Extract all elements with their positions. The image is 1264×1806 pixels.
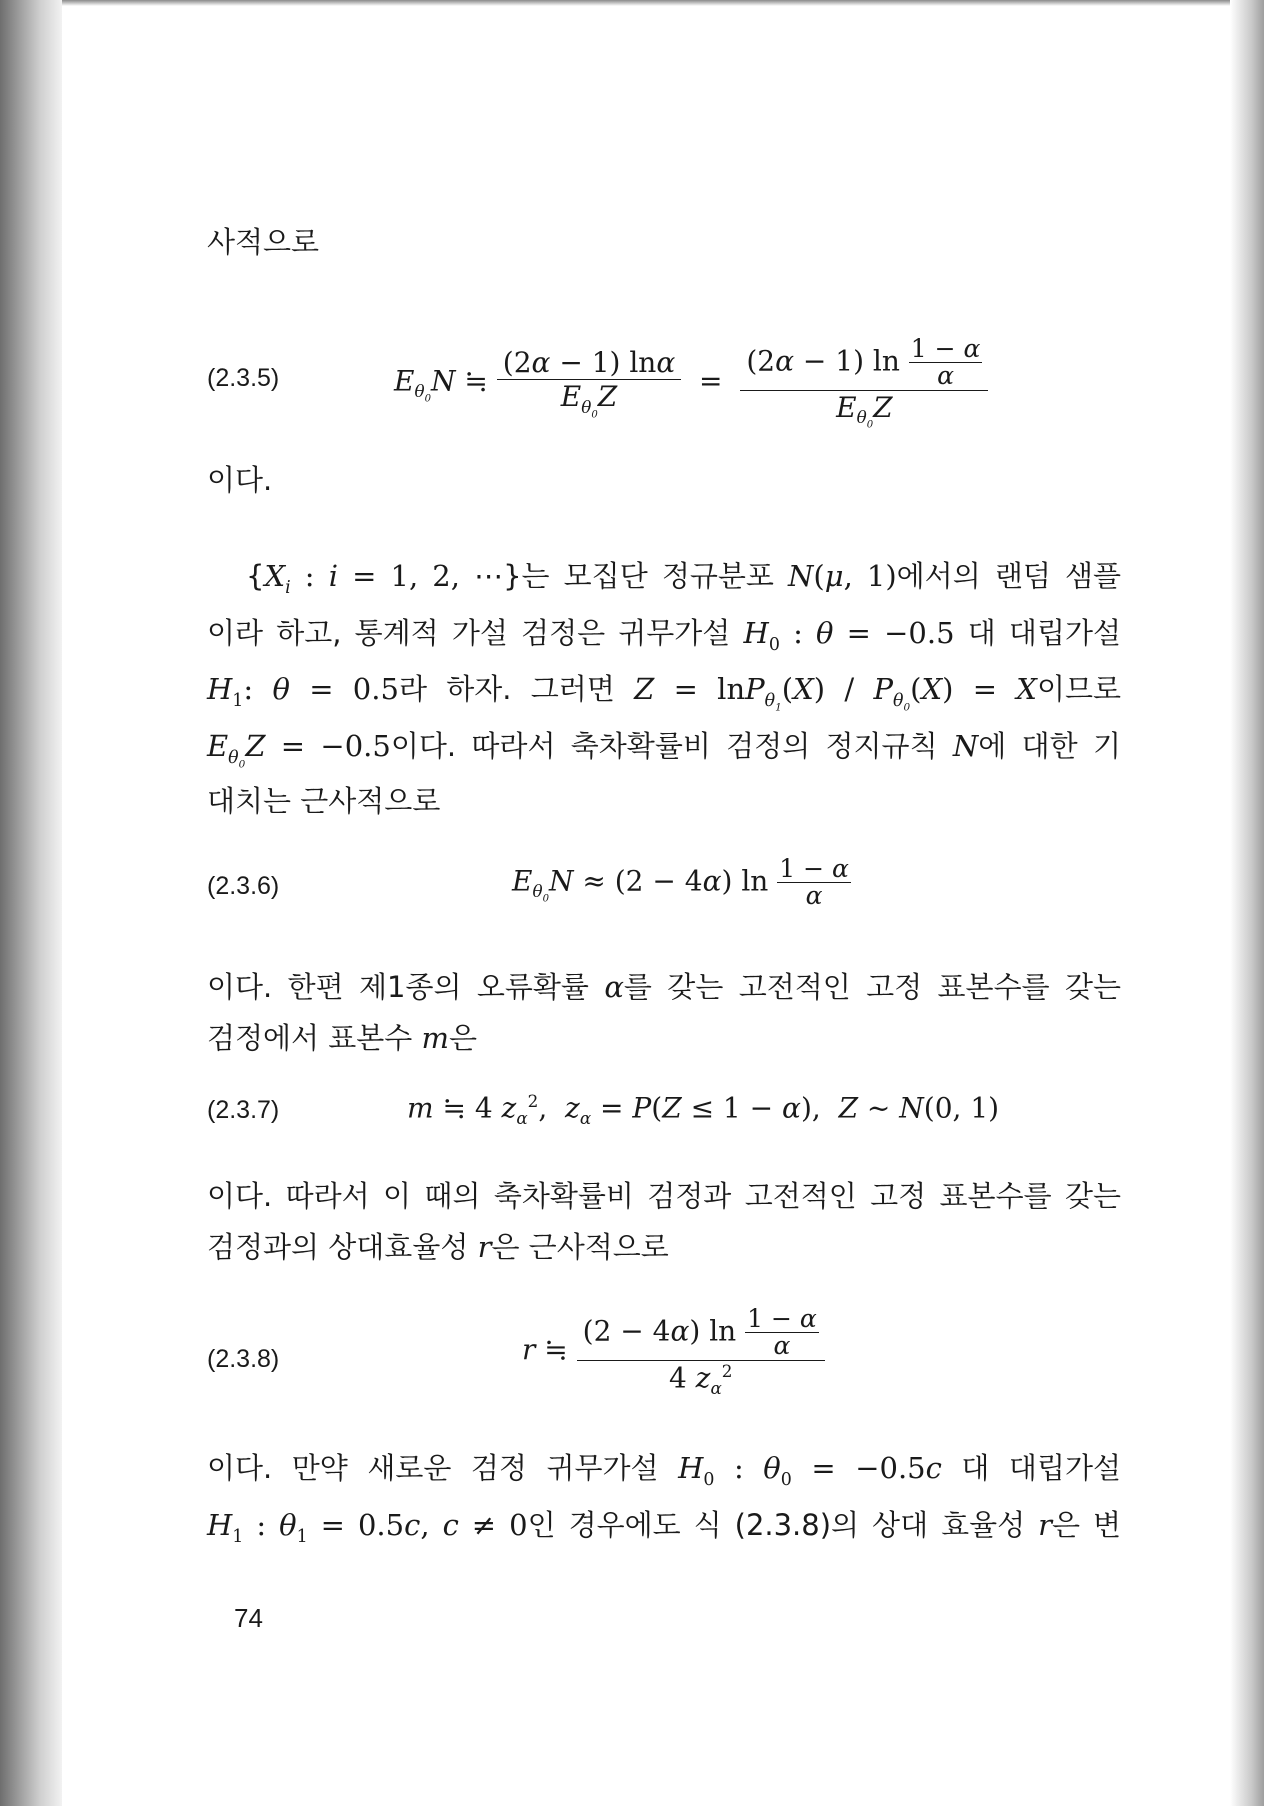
paragraph-line: 검정과의 상대효율성 r은 근사적으로 xyxy=(207,1230,669,1264)
book-page xyxy=(62,6,1230,1806)
paragraph-line: 이다. 한편 제1종의 오류확률 α를 갖는 고전적인 고정 표본수를 갖는 xyxy=(207,970,1121,1004)
paragraph-line: 검정에서 표본수 m은 xyxy=(207,1021,478,1055)
paragraph-line: 이다. xyxy=(207,463,273,497)
paragraph-line: 이다. 만약 새로운 검정 귀무가설 $H_0$ : $\theta_0 = -0.5c$ 대 대립가설 xyxy=(207,1451,1121,1490)
paragraph-line: 사적으로 xyxy=(207,225,320,259)
fraction: $\frac{(2\alpha - 1) \ln\alpha}{E_{\theta_0}Z}$ xyxy=(497,346,681,420)
paragraph-line: {$X_i$ : i = 1, 2, ⋯}는 모집단 정규분포 N(μ, 1)에서의 랜덤 샘플 xyxy=(246,559,1122,598)
equation-2-3-8: r ≒ (2 − 4α) ln $\frac{1 - \alpha}{\alpha}$ 4 $z_\alpha^2$ xyxy=(522,1306,825,1397)
page-right-edge xyxy=(1230,0,1264,1806)
equation-number: (2.3.5) xyxy=(207,364,280,392)
equation-number: (2.3.6) xyxy=(207,872,280,900)
paragraph-line: 이라 하고, 통계적 가설 검정은 귀무가설 $H_0$ : θ = −0.5 대 대립가설 xyxy=(207,616,1121,655)
equation-number: (2.3.8) xyxy=(207,1345,280,1373)
equation-2-3-7: m ≒ 4 $z_\alpha^2$, $z_\alpha = P(Z \le 1 - \alpha)$, Z ~ N(0, 1) xyxy=(407,1091,1000,1128)
equation-2-3-6: $E_{\theta_0}N \approx (2 - 4\alpha)$ ln $\frac{1 - \alpha}{\alpha}$ xyxy=(512,854,849,911)
book-spine-shadow xyxy=(0,0,62,1806)
paragraph-line: $E_{\theta_0}Z = -0.5$이다. 따라서 축차확률비 검정의 정지규칙 N에 대한 기 xyxy=(207,729,1121,771)
equation-number: (2.3.7) xyxy=(207,1096,280,1124)
fraction: (2 − 4α) ln $\frac{1 - \alpha}{\alpha}$ 4 $z_\alpha^2$ xyxy=(577,1306,825,1397)
page-number: 74 xyxy=(234,1603,263,1633)
equation-2-3-5: $E_{\theta_0}N$ ≒ $\frac{(2\alpha - 1) \ln\alpha}{E_{\theta_0}Z}$ = (2α − 1) ln $\frac{1 - \alpha}{\alpha}$ $E_{\theta_0}Z$ xyxy=(394,336,988,430)
paragraph-line: 대치는 근사적으로 xyxy=(207,784,441,818)
paragraph-line: $H_1$: θ = 0.5라 하자. 그러면 $Z = \ln P_{\theta_1}(X) / P_{\theta_0}(X) = X$이므로 xyxy=(207,672,1121,714)
fraction: (2α − 1) ln $\frac{1 - \alpha}{\alpha}$ $E_{\theta_0}Z$ xyxy=(740,336,988,430)
paragraph-line: $H_1$ : $\theta_1 = 0.5c$, c ≠ 0인 경우에도 식 (2.3.8)의 상대 효율성 r은 변 xyxy=(207,1508,1122,1547)
paragraph-line: 이다. 따라서 이 때의 축차확률비 검정과 고전적인 고정 표본수를 갖는 xyxy=(207,1179,1121,1213)
